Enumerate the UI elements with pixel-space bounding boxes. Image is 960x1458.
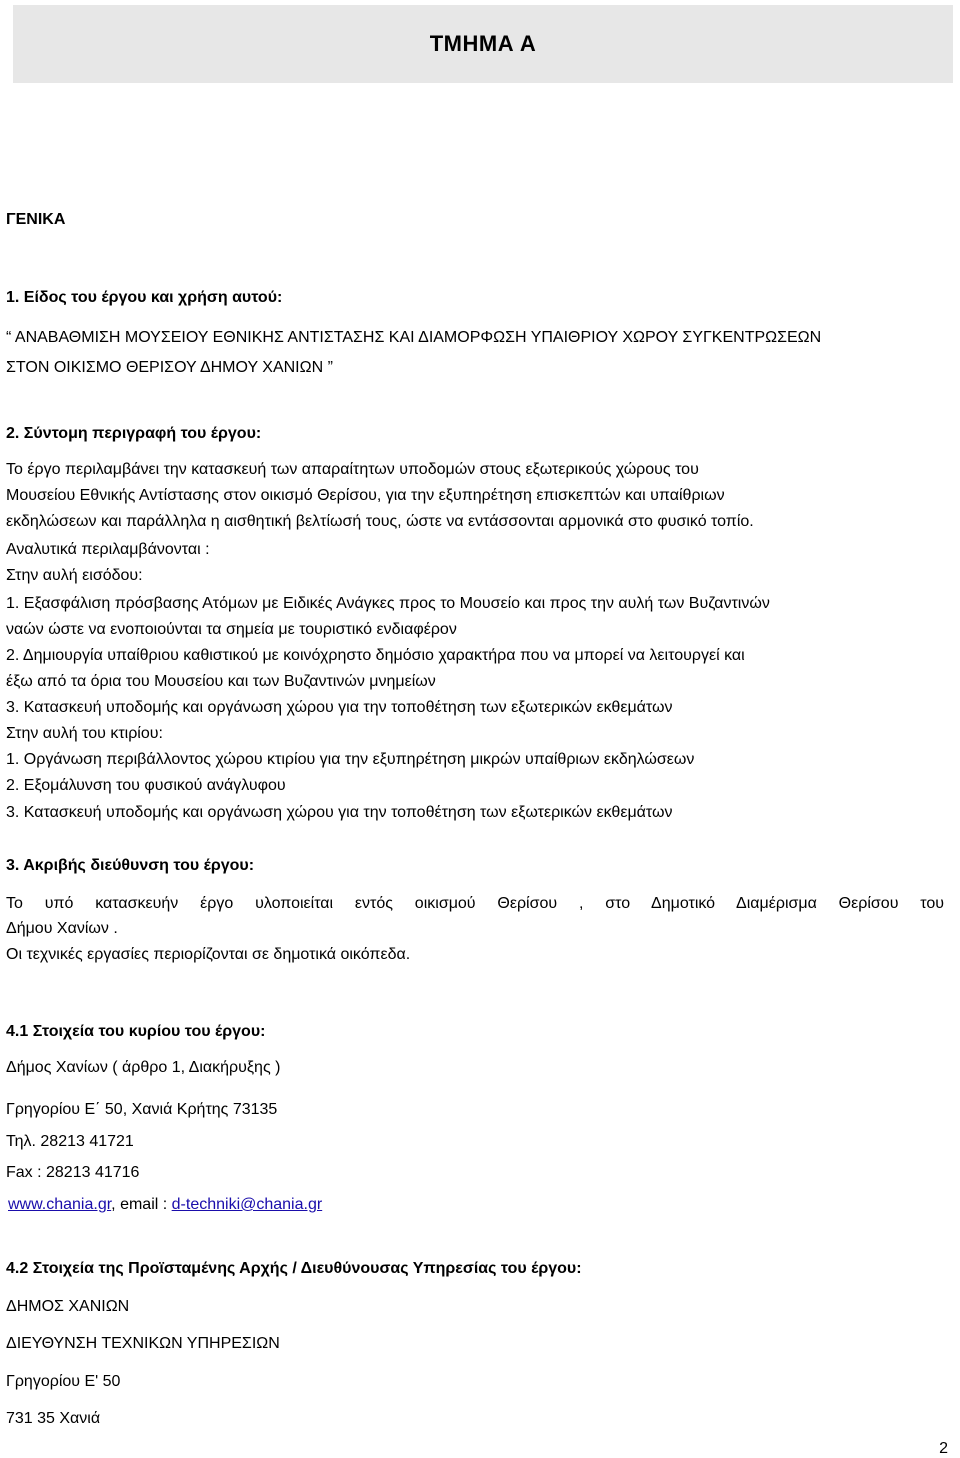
authority-street: Γρηγορίου Ε' 50 [6,1373,121,1390]
s2-line: Στην αυλή του κτιρίου: [6,725,163,742]
s2-line: Στην αυλή εισόδου: [6,567,143,584]
general-heading: ΓΕΝΙΚΑ [6,211,66,228]
s2-line: Το έργο περιλαμβάνει την κατασκευή των απαραίτητων υποδομών στους εξωτερικούς χώρους του [6,461,699,478]
s2-line: Μουσείου Εθνικής Αντίστασης στον οικισμό Θερίσου, για την εξυπηρέτηση επισκεπτών και υπαίθριων [6,487,725,504]
s1-heading: 1. Είδος του έργου και χρήση αυτού: [6,289,283,306]
authority-name: ΔΗΜΟΣ ΧΑΝΙΩΝ [6,1298,130,1315]
s2-line: Αναλυτικά περιλαμβάνονται : [6,541,210,558]
s2-line: 2. Δημιουργία υπαίθριου καθιστικού με κοινόχρηστο δημόσιο χαρακτήρα που να μπορεί να λειτουργεί και [6,647,745,664]
s2-line: 2. Εξομάλυνση του φυσικού ανάγλυφου [6,777,286,794]
s3-line-2: Δήμου Χανίων . [6,920,118,937]
s1-title-line-1: “ ΑΝΑΒΑΘΜΙΣΗ ΜΟΥΣΕΙΟΥ ΕΘΝΙΚΗΣ ΑΝΤΙΣΤΑΣΗΣ ΚΑΙ ΔΙΑΜΟΡΦΩΣΗ ΥΠΑΙΘΡΙΟΥ ΧΩΡΟΥ ΣΥΓΚΕΝΤΡΩΣΕΩΝ [6,329,822,346]
s1-title-line-2: ΣΤΟΝ ΟΙΚΙΣΜΟ ΘΕΡΙΣΟΥ ΔΗΜΟΥ ΧΑΝΙΩΝ ” [6,359,333,376]
s42-heading: 4.2 Στοιχεία της Προϊσταμένης Αρχής / Διευθύνουσας Υπηρεσίας του έργου: [6,1260,582,1277]
s3-heading: 3. Ακριβής διεύθυνση του έργου: [6,857,255,874]
s2-line: 1. Εξασφάλιση πρόσβασης Ατόμων με Ειδικές Ανάγκες προς το Μουσείο και προς την αυλή των Βυζαντινών [6,595,770,612]
s2-line: έξω από τα όρια του Μουσείου και των Βυζαντινών μνημείων [6,673,436,690]
s41-heading: 4.1 Στοιχεία του κυρίου του έργου: [6,1023,266,1040]
owner-address: Γρηγορίου Ε΄ 50, Χανιά Κρήτης 73135 [6,1101,278,1118]
authority-department: ΔΙΕΥΘΥΝΣΗ ΤΕΧΝΙΚΩΝ ΥΠΗΡΕΣΙΩΝ [6,1335,280,1352]
s2-line: 3. Κατασκευή υποδομής και οργάνωση χώρου για την τοποθέτηση των εξωτερικών εκθεμάτων [6,804,673,821]
s2-line: 3. Κατασκευή υποδομής και οργάνωση χώρου για την τοποθέτηση των εξωτερικών εκθεμάτων [6,699,673,716]
s3-line-1: Το υπό κατασκευήν έργο υλοποιείται εντός οικισμού Θερίσου , στο Δημοτικό Διαμέρισμα Θερίσου του [6,895,944,912]
owner-fax: Fax : 28213 41716 [6,1164,140,1181]
contact-links [8,1195,322,1215]
email-link[interactable]: d-techniki@chania.gr [171,1196,323,1213]
website-link[interactable]: www.chania.gr [8,1196,112,1213]
s2-line: ναών ώστε να ενοποιούνται τα σημεία με τουριστικό ενδιαφέρον [6,621,457,638]
authority-city: 731 35 Χανιά [6,1410,101,1427]
page-number: 2 [939,1440,948,1457]
section-title: ΤΜΗΜΑ Α [429,31,537,56]
section-title-box [13,5,953,83]
s2-heading: 2. Σύντομη περιγραφή του έργου: [6,425,262,442]
s3-line-3: Οι τεχνικές εργασίες περιορίζονται σε δημοτικά οικόπεδα. [6,946,411,963]
s2-line: 1. Οργάνωση περιβάλλοντος χώρου κτιρίου για την εξυπηρέτηση μικρών υπαίθριων εκδηλώσεων [6,751,695,768]
owner-name: Δήμος Χανίων ( άρθρο 1, Διακήρυξης ) [6,1059,281,1076]
email-label: , email : [111,1196,172,1213]
owner-phone: Τηλ. 28213 41721 [6,1133,134,1150]
s2-line: εκδηλώσεων και παράλληλα η αισθητική βελτίωσή τους, ώστε να εντάσσονται αρμονικά στο φυσικό τοπίο. [6,513,754,530]
